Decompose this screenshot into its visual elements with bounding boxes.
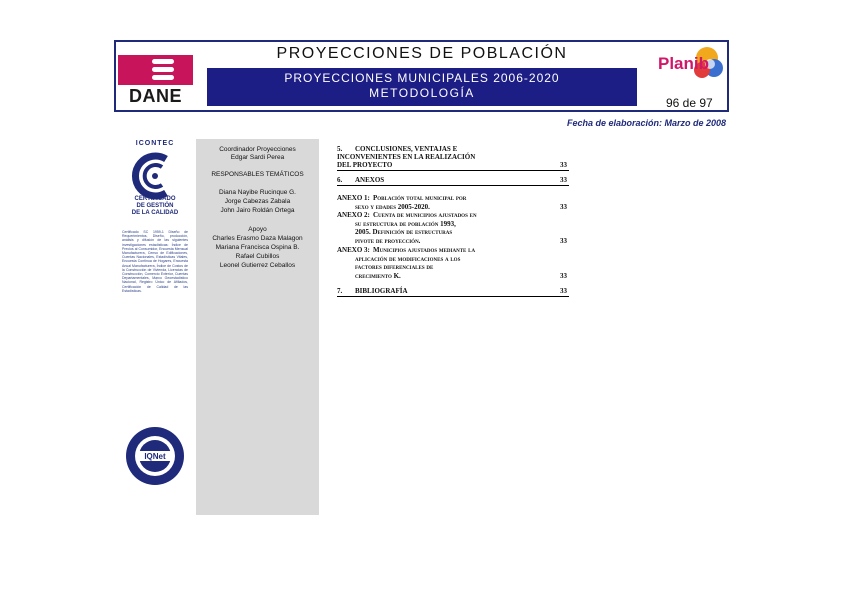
apoyo-name: Mariana Francisca Ospina B. xyxy=(215,244,300,251)
iqnet-label: IQNet xyxy=(144,452,166,461)
apoyo-name: Leonel Gutierrez Ceballos xyxy=(219,262,296,269)
cert-caption xyxy=(122,196,188,217)
toc-title: BIBLIOGRAFÍA xyxy=(355,287,408,295)
certification-scope-text: Certificado SC 1959-1 Diseño de Requerimientos, Diseño, producción, análisis y difusión de las siguientes investigaciones estadísticas: Índice de Precios al Consumidor, Encuesta Mensual Manufacturera, Censo de Edificaciones, Cuentas Nacionales, Estadísticas Vitales, Encuesta Continua de Hogares, Encuesta Anual Manufacturera, Índice de Costos de la Construcción de Vivienda, Licencias de Construcción, Comercio Exterior, Cuentas Departamentales, Marco Geoestadístico Nacional, Registro Único de Afiliados, Certificación de Calidad de las Estadísticas. xyxy=(122,230,188,293)
toc-title-line: pivote de proyección. xyxy=(355,236,421,245)
dane-e-icon xyxy=(152,59,174,81)
responsable-name: John Jairo Roldán Ortega xyxy=(220,207,295,214)
cert-caption-line: DE GESTIÓN xyxy=(136,203,174,209)
dane-logo-mark xyxy=(118,55,193,85)
cert-caption-line: DE LA CALIDAD xyxy=(131,210,179,216)
page-number: 96 de 97 xyxy=(666,96,713,110)
responsables-label: RESPONSABLES TEMÁTICOS xyxy=(211,171,304,178)
toc-page: 33 xyxy=(560,161,567,169)
apoyo-name: Rafael Cubillos xyxy=(235,253,280,260)
planib-logo-text: Planib xyxy=(658,54,710,73)
toc-anexo-label: ANEXO 2: xyxy=(337,211,370,219)
subtitle-line-1: PROYECCIONES MUNICIPALES 2006-2020 xyxy=(284,71,560,85)
coordinador-label: Coordinador Proyecciones xyxy=(219,146,296,153)
responsable-name: Jorge Cabezas Zabala xyxy=(224,198,291,205)
iqnet-seal-icon xyxy=(124,425,186,487)
toc-entry-7[interactable] xyxy=(337,287,569,297)
toc-title-line: Población total municipal por xyxy=(373,194,467,202)
toc-page: 33 xyxy=(560,236,567,245)
coordinador-name: Edgar Sardi Perea xyxy=(230,154,285,161)
toc-number: 7. xyxy=(337,287,343,295)
toc-title-line: INCONVENIENTES EN LA REALIZACIÓN xyxy=(337,153,476,161)
toc-title-line: factores diferenciales de xyxy=(355,263,434,271)
planib-logo xyxy=(652,44,727,84)
toc-number: 5. xyxy=(337,145,343,153)
certification-area xyxy=(120,140,190,530)
fecha-elaboracion: Fecha de elaboración: Marzo de 2008 xyxy=(567,118,727,128)
toc-entry-6[interactable] xyxy=(337,176,569,186)
toc-title-line: 2005. Definición de estructuras xyxy=(355,228,453,236)
toc-entry-anexo-2[interactable] xyxy=(337,211,569,245)
responsable-name: Diana Nayibe Rucinque G. xyxy=(219,189,296,196)
toc-title: ANEXOS xyxy=(355,176,385,184)
subtitle-line-2: METODOLOGÍA xyxy=(369,86,475,100)
toc-entry-anexo-3[interactable] xyxy=(337,246,569,280)
toc-entry-5[interactable] xyxy=(337,145,569,171)
toc-page: 33 xyxy=(560,271,567,280)
toc-title-line: sexo y edades 2005-2020. xyxy=(355,202,430,211)
toc-title-line: crecimiento K. xyxy=(355,271,401,280)
icontec-title: ICONTEC xyxy=(135,140,175,147)
toc-anexo-label: ANEXO 1: xyxy=(337,194,370,202)
toc-anexo-label: ANEXO 3: xyxy=(337,246,370,254)
apoyo-name: Charles Erasmo Daza Malagon xyxy=(212,235,303,242)
toc-page: 33 xyxy=(560,176,567,184)
dane-logo-text: DANE xyxy=(128,86,182,106)
toc-title-line: aplicación de modificaciones a los xyxy=(355,254,461,263)
toc-title-line: CONCLUSIONES, VENTAJAS E xyxy=(355,145,458,153)
toc-title-line: DEL PROYECTO xyxy=(337,161,393,169)
credits-column xyxy=(196,139,319,515)
cert-caption-line: CERTIFICADO xyxy=(134,196,176,202)
toc-title-line: Municipios ajustados mediante la xyxy=(373,246,476,254)
page-title: PROYECCIONES DE POBLACIÓN xyxy=(276,45,568,62)
toc-entry-anexo-1[interactable] xyxy=(337,194,569,211)
toc-title-line: Cuenta de municipios ajustados en xyxy=(373,211,477,219)
apoyo-label: Apoyo xyxy=(248,226,267,233)
toc-title-line: su estructura de población 1993, xyxy=(355,219,456,228)
toc-page: 33 xyxy=(560,287,567,295)
toc-number: 6. xyxy=(337,176,343,184)
dane-logo xyxy=(118,55,193,105)
toc-page: 33 xyxy=(560,202,567,211)
